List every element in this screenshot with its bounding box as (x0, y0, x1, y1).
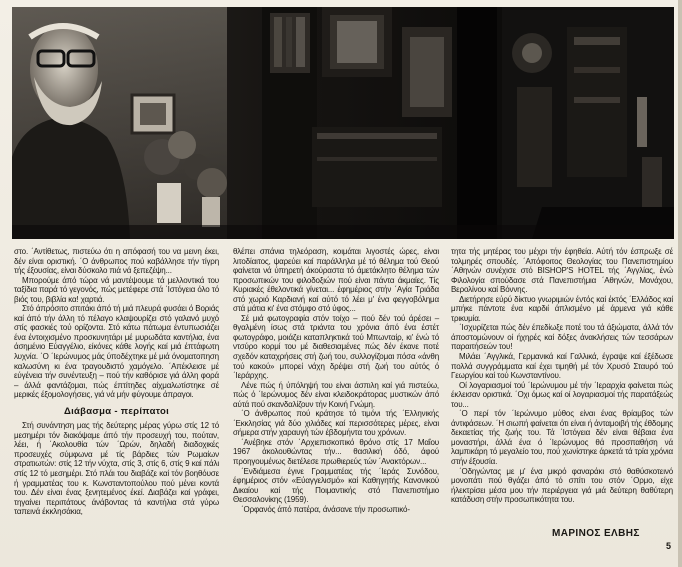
paragraph: Μπορούμε άπό τώρα νά μαντέψουμε τά μελλοντικά του ταξίδια παρά τό γεγονός, πώς μετέφερε στά ΄Ιστόγεια όλο τό βιός του, βιβλία κα! χαρτιά. (14, 275, 219, 304)
column-1 (14, 247, 219, 517)
paragraph: τητα τής μητέρας του μέχρι τήν έφηθεία. Αύτή τόν έσπρωξε σέ τολμηρές σπουδές. ΄Απόφοιτος Θεολογίας του Πανεπιστημίου ΄Αθηνών συνέχισε στό BISHOP'S HOTEL τής ΄Αγγλίας, ένώ Φιλολογία σπούδασε στά Πανεπιστήμια ΄Αθηνών, Μονάχου, Βερολίνου καί Βόννης. (451, 247, 673, 295)
paragraph: Οί λογαριασμοί τού ΄Ιερώνυμου μέ τήν ΄Ιεραρχία φαίνεται πώς έκλεισαν οριστικά. ΄Οχι όμως καί οί λογαριασμοί τής παρατάξεώς του... (451, 380, 673, 409)
page-edge (678, 0, 682, 567)
paragraph: στο. ΄Αντίθετως, πιστεύω ότι η απόφασή του να μεινη έκει, δέν είναι οριστική. ΄Ο άνθρωπος πού καβάλλησε τήν τίγρη τής έξουσίας, είναι δύσκολο πιά νά ξεπεζέψη... (14, 247, 219, 276)
column-3 (451, 247, 673, 505)
paragraph: ΄Ο περί τόν ΄Ιερώνυμο μύθος είναι ένας θρίαμβος τών άντιφάσεων. ΄Η σιωπή φαίνεται ότι είναι ή άνταμοιβή τής έθδομης δεκαετίας τής ζωής του. Τά ΄Ιστόγεια δέν είναι θέβαια ένα μοναστήρι, άλλά ένα ό ΄Ιερώνυμος θά προσπαθήση νά λαμπικάρη τό μεγαλείο του, πού χωνίστηκε άρκετά τά τρία χρόνια στήν έξουσία. (451, 409, 673, 467)
paragraph: Στή συνάντηση μας τής δεύτερης μέρας γύρω στίς 12 τό μεσημέρι τόν διακόψαμε άπό τήν προσευχή του, πούταν, λέει, ή ΄Ακολουθία τών ΄Ωρών, δηλαδή διαδοχικές προσευχές σύμφωνα μέ τίς βάρδιες τών Ρωμαίων στρατιωτών: στίς 12 τήν νύχτα, στίς 3, στίς 6, στίς 9 καί πάλι στίς 12 τό μεσημέρι. Στό πλάι του διαβάζε καί τόν βοηθόυσε ή γραμματέας του κ. Κωνσταντοπούλου πού μένει κοντά του. Δέν είναι ένας ξενητεμένος έκεί. Διαβάζει καί γράφει, τηγαίνει περιπάτους άνάβοντας τά καντήλια στά γύρω ταπεινά έκκλησάκια, (14, 421, 219, 517)
paragraph: ΄Οδηγώντας με μ' ένα μικρό φαναράκι στό θαθύσκοτεινό μονοπάτι πού θγάζει άπό τό σπίτι του στόν ΄Ορμο, είχε ήλεκτρίσει μέσα μου τήν περιέργεια γιά μιά δεύτερη θαθύτερη κατάδυση στήν προσωπικότητα του. (451, 466, 673, 505)
paragraph: Στό άπρόσιτο σπιτάκι άπό τή μιά πλευρά φυσάει ό Βοριάς καί άπό τήν άλλη τό πέλαγο κλαψουρίζει στό γαλανό μυχό στίς φασκιές τού ορίζοντα. Στό κάτω πάτωμα έντυπωσιάζει ένα έντοιχισμένο προσκυνητάρι μέ μυρωδάτα καντήλια, ένα άσημένιο Εύαγγέλιο, είκόνες κάθε λογής καί μιά έπτάφωτη λυχνία. ΄Ο ΄Ιερώνυμος μάς ύποδέχτηκε μέ μιά όνοματοπηση καλωσύνη κι ένα τραγουδιστό χαμόγελο. ΄Απέκλεισε μέ εύγένεια τήν συνέντευξη – πού τήν καθόρισε γιά άλλη φορά – άλλά φαντάζομαι, πώς έπτίτηδες αίχμαλωτίστηκε σέ μερικές έξομολογήσεις, γιά νά μήν φύγουμε άπραγοι. (14, 304, 219, 400)
paragraph: Λένε πώς ή ύπόληψή του είναι άσπιλη καί γιά πιστεύω, πώς ό ΄Ιερώνυμος δέν είναι κλειδοκράτορας μυστικών άπό αύτά πού σκανδαλίζουν τήν Κοινή Γνώμη. (233, 380, 439, 409)
page-number: 5 (666, 541, 672, 551)
paragraph: Σέ μιά φωτογραφία στόν τοίχο – πού δέν τού άρέσει – θγαλμένη ίσως στά τριάντα του χρόνια άπό ένα έστέτ φωτογράφο, μοιάζει καταπληκτικά τού Μπωνταίρ, κι' ένώ τό ντσύρο κορμί του μέ διαθεσιαμένες πώς δέν έκανε ποτέ σχεδόν καταχρήσεις στή ζωή του, συλλογίζομαι πόσα «άνθη τού κακού» μπορεί νάχη δρέψει στή ζωή του αύτός ό ΄Ιεράρχης. (233, 313, 439, 381)
paragraph: ΄Ο άνθρωπος πού κράτησε τό τιμόνι τής ΄Ελληνικής ΄Εκκλησίας γιά δύο χιλιάδες καί περισσότερες μέρες, είναι σήμερα στήν χαραυγή τών έβδομήντα του χρόνων. (233, 409, 439, 438)
author-signature: ΜΑΡΙΝΟΣ ΕΛΒΗΣ (552, 528, 640, 539)
article-photograph (12, 7, 674, 239)
section-heading: Διάβασμα - περίπατοι (63, 405, 170, 417)
paragraph: ΄Ορφανός άπό πατέρα, άνάσανε τήν προσωπικό- (241, 504, 410, 514)
paragraph: ΄Ανέβηκε στόν ΄Αρχιεπισκοπικό θρόνο στίς 17 Μαΐου 1967 άκολουθώντας τήν... θασιλική όδό, άφού προηγουμένως διετέλεσε πρωθιερεύς τών ΄Ανακτόρων... (233, 437, 439, 467)
paragraph: Μιλάει ΄Αγγλικά, Γερμανικά καί Γαλλικά, έγραψε καί έξέδωσε πολλά συγγράμματα καί έχει τιμηθή μέ τόν Χρυσό Σταυρό τού Γεωργίου καί τού Κωνσταντίνου. (451, 352, 673, 381)
paragraph: Διετήρησε εύρύ δίκτυο γνωριμιών έντός καί έκτός ΄Ελλάδος καί μπήκε πάντοτε ένα καρδιί άπλισμένο μέ άρμενα γιά κάθε τρικυμία. (451, 294, 673, 323)
column-2 (233, 247, 439, 514)
paragraph: θλέπει σπάνια τηλεόραση, κοιμάται λιγοστές ώρες, είναι λιτοδίαιτος, ψαρεύει καί παράλληλα μέ τό θέλημα τού Θεού φαίνεται νά ύπηρετή άκούραστα τό άμετάκλητο θέλημα τών προσωπικών του φιλοδοξιών πού είναι πάντα άκμαίες. Τίς Κυριακές έθελοντικά γίνεται... έφημέριος στήν ΄Αγία Τριάδα στό χωριό Καρδιανή καί αύτό τό λέει μ' ένα φεγγοβόλημα στά μάτια κι' ένα στόμφο στό ύφος... (233, 247, 439, 314)
paragraph: ΄Ενδιάμεσα έγινε Γραμματέας τής ΄Ιεράς Συνόδου, έφημέριος στόν «Εύαγγελισμό» καί Καθηγητής Κανονικού Δικαίου καί τής Ποιμαντικής στό Πανεπιστήμιο Θεσσαλονίκης (1959). (233, 466, 439, 505)
photo-illustration (12, 7, 674, 239)
paragraph: ΄Ισχυρίζεται πώς δέν έπεδίωξε ποτέ του τά άξιώματα, άλλά τόν άποστομώνουν οί ήχηρές καί δόξες άνακλήσεις τών τεσσάρων παραιτήσεών του! (451, 323, 673, 352)
